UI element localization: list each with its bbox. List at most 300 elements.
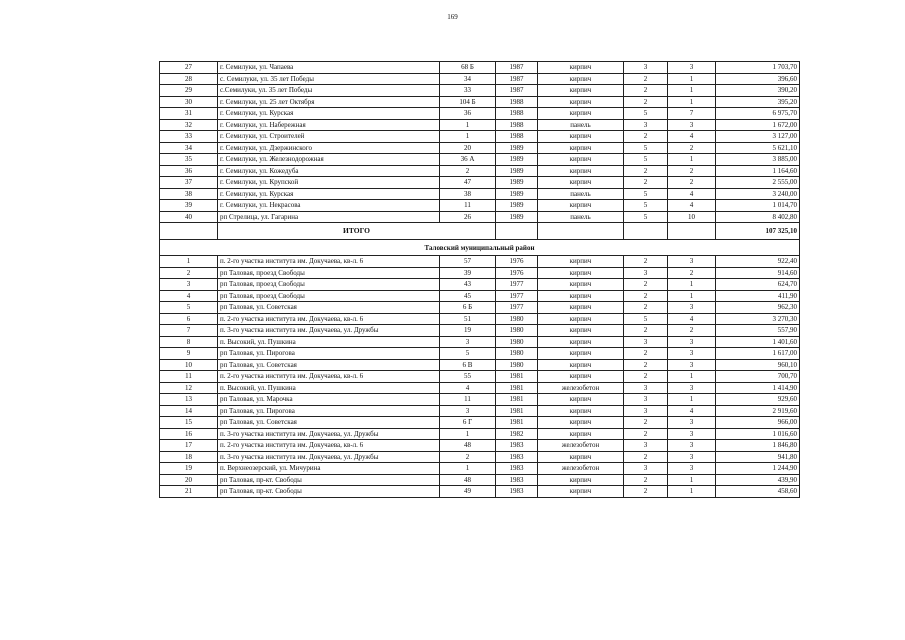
floors-cell: 2 [624, 451, 668, 463]
entrances-cell: 3 [668, 359, 716, 371]
address-cell: г. Семилуки, ул. Строителей [218, 131, 440, 143]
material-cell: кирпич [538, 359, 624, 371]
address-cell: рп Таловая, пр-кт. Свободы [218, 486, 440, 498]
table-row [160, 428, 800, 440]
house-number-cell: 26 [440, 211, 496, 223]
area-cell: 1 164,60 [716, 165, 800, 177]
house-number-cell: 11 [440, 394, 496, 406]
entrances-cell: 1 [668, 394, 716, 406]
house-number-cell: 6 В [440, 359, 496, 371]
floors-cell: 3 [624, 267, 668, 279]
address-cell: г. Семилуки, ул. Курская [218, 188, 440, 200]
entrances-cell: 2 [668, 267, 716, 279]
material-cell: панель [538, 211, 624, 223]
year-cell: 1987 [496, 62, 538, 74]
house-number-cell: 36 [440, 108, 496, 120]
address-cell: рп Таловая, проезд Свободы [218, 290, 440, 302]
area-cell: 8 402,80 [716, 211, 800, 223]
table-row [160, 62, 800, 74]
entrances-cell: 3 [668, 428, 716, 440]
house-number-cell: 4 [440, 382, 496, 394]
house-number-cell: 1 [440, 119, 496, 131]
floors-cell: 2 [624, 131, 668, 143]
row-number-cell: 21 [160, 486, 218, 498]
address-cell: г. Семилуки, ул. Железнодорожная [218, 154, 440, 166]
table-row [160, 119, 800, 131]
address-cell: п. Высокий, ул. Пушкина [218, 382, 440, 394]
material-cell: кирпич [538, 200, 624, 212]
area-cell: 3 270,30 [716, 313, 800, 325]
address-cell: п. 3-го участка института им. Докучаева, ул. Дружбы [218, 325, 440, 337]
entrances-cell: 3 [668, 119, 716, 131]
material-cell: кирпич [538, 486, 624, 498]
table-row [160, 200, 800, 212]
material-cell: кирпич [538, 73, 624, 85]
area-cell: 1 014,70 [716, 200, 800, 212]
material-cell: кирпич [538, 290, 624, 302]
floors-cell: 2 [624, 359, 668, 371]
area-cell: 1 617,00 [716, 348, 800, 360]
floors-cell: 5 [624, 154, 668, 166]
row-number-cell: 15 [160, 417, 218, 429]
area-cell: 700,70 [716, 371, 800, 383]
area-cell: 557,90 [716, 325, 800, 337]
address-cell: рп Таловая, ул. Марочка [218, 394, 440, 406]
entrances-cell: 3 [668, 451, 716, 463]
row-number-cell: 30 [160, 96, 218, 108]
year-cell: 1988 [496, 108, 538, 120]
address-cell: п. 2-го участка института им. Докучаева, кв-л. 6 [218, 313, 440, 325]
row-number-cell: 19 [160, 463, 218, 475]
area-cell: 1 846,80 [716, 440, 800, 452]
floors-cell: 2 [624, 85, 668, 97]
area-cell: 1 414,90 [716, 382, 800, 394]
address-cell: рп Таловая, ул. Советская [218, 417, 440, 429]
area-cell: 929,60 [716, 394, 800, 406]
total-empty-cell [668, 223, 716, 240]
row-number-cell: 36 [160, 165, 218, 177]
year-cell: 1980 [496, 336, 538, 348]
table-row [160, 325, 800, 337]
row-number-cell: 8 [160, 336, 218, 348]
year-cell: 1989 [496, 211, 538, 223]
entrances-cell: 3 [668, 62, 716, 74]
table-row [160, 405, 800, 417]
row-number-cell: 38 [160, 188, 218, 200]
entrances-cell: 2 [668, 325, 716, 337]
year-cell: 1980 [496, 359, 538, 371]
floors-cell: 2 [624, 290, 668, 302]
material-cell: железобетон [538, 440, 624, 452]
row-number-cell: 2 [160, 267, 218, 279]
entrances-cell: 1 [668, 73, 716, 85]
area-cell: 395,20 [716, 96, 800, 108]
area-cell: 966,00 [716, 417, 800, 429]
row-number-cell: 9 [160, 348, 218, 360]
table-row [160, 154, 800, 166]
address-cell: п. 2-го участка института им. Докучаева, кв-л. 6 [218, 440, 440, 452]
area-cell: 922,40 [716, 256, 800, 268]
house-number-cell: 36 А [440, 154, 496, 166]
floors-cell: 2 [624, 371, 668, 383]
year-cell: 1987 [496, 73, 538, 85]
house-number-cell: 38 [440, 188, 496, 200]
entrances-cell: 3 [668, 417, 716, 429]
floors-cell: 2 [624, 73, 668, 85]
row-number-cell: 1 [160, 256, 218, 268]
table-row [160, 348, 800, 360]
house-number-cell: 19 [440, 325, 496, 337]
address-cell: рп Таловая, ул. Советская [218, 302, 440, 314]
house-number-cell: 34 [440, 73, 496, 85]
year-cell: 1980 [496, 313, 538, 325]
year-cell: 1981 [496, 417, 538, 429]
floors-cell: 2 [624, 486, 668, 498]
row-number-cell: 14 [160, 405, 218, 417]
floors-cell: 2 [624, 177, 668, 189]
entrances-cell: 4 [668, 405, 716, 417]
entrances-cell: 3 [668, 302, 716, 314]
material-cell: кирпич [538, 85, 624, 97]
year-cell: 1982 [496, 428, 538, 440]
entrances-cell: 1 [668, 85, 716, 97]
table-body-part-1 [160, 62, 800, 223]
year-cell: 1977 [496, 279, 538, 291]
total-row [160, 223, 800, 240]
address-cell: г. Семилуки, ул. Дзержинского [218, 142, 440, 154]
area-cell: 960,10 [716, 359, 800, 371]
material-cell: кирпич [538, 62, 624, 74]
entrances-cell: 1 [668, 371, 716, 383]
entrances-cell: 3 [668, 256, 716, 268]
floors-cell: 2 [624, 279, 668, 291]
house-number-cell: 3 [440, 405, 496, 417]
house-number-cell: 48 [440, 440, 496, 452]
row-number-cell: 37 [160, 177, 218, 189]
house-number-cell: 6 Б [440, 302, 496, 314]
material-cell: кирпич [538, 302, 624, 314]
floors-cell: 3 [624, 394, 668, 406]
house-number-cell: 3 [440, 336, 496, 348]
house-number-cell: 104 Б [440, 96, 496, 108]
year-cell: 1981 [496, 371, 538, 383]
row-number-cell: 16 [160, 428, 218, 440]
row-number-cell: 13 [160, 394, 218, 406]
year-cell: 1976 [496, 256, 538, 268]
year-cell: 1989 [496, 142, 538, 154]
entrances-cell: 10 [668, 211, 716, 223]
table-row [160, 440, 800, 452]
year-cell: 1988 [496, 119, 538, 131]
area-cell: 411,90 [716, 290, 800, 302]
page-number: 169 [447, 13, 458, 21]
entrances-cell: 3 [668, 382, 716, 394]
house-number-cell: 43 [440, 279, 496, 291]
address-cell: рп Таловая, ул. Советская [218, 359, 440, 371]
floors-cell: 2 [624, 428, 668, 440]
year-cell: 1983 [496, 463, 538, 475]
table-row [160, 359, 800, 371]
house-number-cell: 49 [440, 486, 496, 498]
area-cell: 962,30 [716, 302, 800, 314]
address-cell: п. Верхнеозерский, ул. Мичурина [218, 463, 440, 475]
house-number-cell: 1 [440, 428, 496, 440]
address-cell: г. Семилуки, ул. Некрасова [218, 200, 440, 212]
area-cell: 624,70 [716, 279, 800, 291]
year-cell: 1980 [496, 325, 538, 337]
house-number-cell: 2 [440, 165, 496, 177]
table-row [160, 188, 800, 200]
material-cell: кирпич [538, 142, 624, 154]
entrances-cell: 1 [668, 474, 716, 486]
entrances-cell: 7 [668, 108, 716, 120]
material-cell: кирпич [538, 154, 624, 166]
address-cell: рп Таловая, проезд Свободы [218, 267, 440, 279]
floors-cell: 2 [624, 165, 668, 177]
material-cell: кирпич [538, 325, 624, 337]
floors-cell: 5 [624, 108, 668, 120]
table-row [160, 85, 800, 97]
material-cell: кирпич [538, 451, 624, 463]
address-cell: рп Таловая, проезд Свободы [218, 279, 440, 291]
row-number-cell: 11 [160, 371, 218, 383]
address-cell: п. Высокий, ул. Пушкина [218, 336, 440, 348]
table-row [160, 279, 800, 291]
area-cell: 914,60 [716, 267, 800, 279]
address-cell: п. 2-го участка института им. Докучаева, кв-л. 6 [218, 256, 440, 268]
address-cell: г. Семилуки, ул. Крупской [218, 177, 440, 189]
house-number-cell: 20 [440, 142, 496, 154]
area-cell: 3 240,00 [716, 188, 800, 200]
total-num-cell [160, 223, 218, 240]
floors-cell: 2 [624, 417, 668, 429]
row-number-cell: 10 [160, 359, 218, 371]
total-label: ИТОГО [218, 223, 496, 240]
address-cell: г. Семилуки, ул. Кожедуба [218, 165, 440, 177]
entrances-cell: 3 [668, 348, 716, 360]
floors-cell: 3 [624, 440, 668, 452]
year-cell: 1988 [496, 96, 538, 108]
table-row [160, 417, 800, 429]
section-title: Таловский муниципальный район [160, 240, 800, 256]
floors-cell: 3 [624, 336, 668, 348]
total-empty-cell [538, 223, 624, 240]
floors-cell: 5 [624, 142, 668, 154]
floors-cell: 2 [624, 96, 668, 108]
address-cell: п. 3-го участка института им. Докучаева, ул. Дружбы [218, 451, 440, 463]
area-cell: 2 919,60 [716, 405, 800, 417]
material-cell: кирпич [538, 96, 624, 108]
entrances-cell: 3 [668, 336, 716, 348]
floors-cell: 5 [624, 200, 668, 212]
area-cell: 2 555,00 [716, 177, 800, 189]
table-row [160, 142, 800, 154]
table-row [160, 313, 800, 325]
entrances-cell: 4 [668, 200, 716, 212]
entrances-cell: 4 [668, 131, 716, 143]
address-cell: рп Таловая, ул. Пирогова [218, 348, 440, 360]
table-body-part-2 [160, 256, 800, 498]
entrances-cell: 1 [668, 96, 716, 108]
row-number-cell: 33 [160, 131, 218, 143]
year-cell: 1977 [496, 302, 538, 314]
entrances-cell: 1 [668, 486, 716, 498]
table-row [160, 382, 800, 394]
material-cell: кирпич [538, 394, 624, 406]
area-cell: 390,20 [716, 85, 800, 97]
year-cell: 1983 [496, 451, 538, 463]
row-number-cell: 29 [160, 85, 218, 97]
table-row [160, 165, 800, 177]
row-number-cell: 40 [160, 211, 218, 223]
row-number-cell: 12 [160, 382, 218, 394]
floors-cell: 2 [624, 256, 668, 268]
area-cell: 1 703,70 [716, 62, 800, 74]
area-cell: 458,60 [716, 486, 800, 498]
row-number-cell: 20 [160, 474, 218, 486]
material-cell: панель [538, 188, 624, 200]
floors-cell: 5 [624, 211, 668, 223]
year-cell: 1989 [496, 165, 538, 177]
row-number-cell: 28 [160, 73, 218, 85]
floors-cell: 3 [624, 405, 668, 417]
material-cell: панель [538, 119, 624, 131]
year-cell: 1989 [496, 188, 538, 200]
total-value: 107 325,10 [716, 223, 800, 240]
table-row [160, 302, 800, 314]
year-cell: 1989 [496, 200, 538, 212]
house-number-cell: 6 Г [440, 417, 496, 429]
total-empty-cell [496, 223, 538, 240]
table-row [160, 267, 800, 279]
table-row [160, 131, 800, 143]
entrances-cell: 1 [668, 154, 716, 166]
table-row [160, 371, 800, 383]
house-number-cell: 45 [440, 290, 496, 302]
table-row [160, 256, 800, 268]
year-cell: 1988 [496, 131, 538, 143]
area-cell: 1 244,90 [716, 463, 800, 475]
material-cell: железобетон [538, 382, 624, 394]
material-cell: кирпич [538, 256, 624, 268]
floors-cell: 3 [624, 62, 668, 74]
year-cell: 1981 [496, 382, 538, 394]
address-cell: рп Стрелица, ул. Гагарина [218, 211, 440, 223]
year-cell: 1980 [496, 348, 538, 360]
material-cell: кирпич [538, 348, 624, 360]
entrances-cell: 1 [668, 279, 716, 291]
table-row [160, 177, 800, 189]
address-cell: рп Таловая, ул. Пирогова [218, 405, 440, 417]
material-cell: железобетон [538, 463, 624, 475]
entrances-cell: 1 [668, 290, 716, 302]
row-number-cell: 3 [160, 279, 218, 291]
material-cell: кирпич [538, 131, 624, 143]
material-cell: кирпич [538, 313, 624, 325]
house-number-cell: 33 [440, 85, 496, 97]
area-cell: 1 401,60 [716, 336, 800, 348]
house-number-cell: 68 Б [440, 62, 496, 74]
row-number-cell: 34 [160, 142, 218, 154]
year-cell: 1983 [496, 486, 538, 498]
entrances-cell: 3 [668, 463, 716, 475]
floors-cell: 2 [624, 474, 668, 486]
year-cell: 1983 [496, 440, 538, 452]
entrances-cell: 4 [668, 313, 716, 325]
row-number-cell: 4 [160, 290, 218, 302]
floors-cell: 2 [624, 348, 668, 360]
row-number-cell: 18 [160, 451, 218, 463]
address-cell: г. Семилуки, ул. Курская [218, 108, 440, 120]
house-number-cell: 39 [440, 267, 496, 279]
material-cell: кирпич [538, 165, 624, 177]
row-number-cell: 32 [160, 119, 218, 131]
house-number-cell: 1 [440, 463, 496, 475]
area-cell: 439,90 [716, 474, 800, 486]
house-number-cell: 57 [440, 256, 496, 268]
year-cell: 1977 [496, 290, 538, 302]
table-row [160, 96, 800, 108]
year-cell: 1989 [496, 177, 538, 189]
table-body-total [160, 223, 800, 256]
table-row [160, 474, 800, 486]
table-row [160, 290, 800, 302]
material-cell: кирпич [538, 474, 624, 486]
table-row [160, 486, 800, 498]
table-row [160, 108, 800, 120]
entrances-cell: 2 [668, 142, 716, 154]
house-number-cell: 2 [440, 451, 496, 463]
table-row [160, 394, 800, 406]
address-cell: с.Семилуки, ул. 35 лет Победы [218, 85, 440, 97]
floors-cell: 2 [624, 325, 668, 337]
floors-cell: 5 [624, 313, 668, 325]
table-row [160, 211, 800, 223]
table-row [160, 73, 800, 85]
area-cell: 1 016,60 [716, 428, 800, 440]
house-number-cell: 51 [440, 313, 496, 325]
year-cell: 1981 [496, 405, 538, 417]
row-number-cell: 7 [160, 325, 218, 337]
area-cell: 6 975,70 [716, 108, 800, 120]
address-cell: п. 3-го участка института им. Докучаева, ул. Дружбы [218, 428, 440, 440]
area-cell: 1 672,00 [716, 119, 800, 131]
address-cell: г. Семилуки, ул. Набережная [218, 119, 440, 131]
row-number-cell: 6 [160, 313, 218, 325]
house-number-cell: 11 [440, 200, 496, 212]
year-cell: 1981 [496, 394, 538, 406]
row-number-cell: 27 [160, 62, 218, 74]
year-cell: 1976 [496, 267, 538, 279]
floors-cell: 2 [624, 302, 668, 314]
area-cell: 3 885,00 [716, 154, 800, 166]
table-row [160, 463, 800, 475]
entrances-cell: 4 [668, 188, 716, 200]
total-empty-cell [624, 223, 668, 240]
house-number-cell: 55 [440, 371, 496, 383]
row-number-cell: 35 [160, 154, 218, 166]
entrances-cell: 2 [668, 165, 716, 177]
address-cell: рп Таловая, пр-кт. Свободы [218, 474, 440, 486]
address-cell: п. 2-го участка института им. Докучаева, кв-л. 6 [218, 371, 440, 383]
entrances-cell: 3 [668, 440, 716, 452]
material-cell: кирпич [538, 267, 624, 279]
year-cell: 1983 [496, 474, 538, 486]
row-number-cell: 17 [160, 440, 218, 452]
row-number-cell: 39 [160, 200, 218, 212]
material-cell: кирпич [538, 108, 624, 120]
material-cell: кирпич [538, 177, 624, 189]
